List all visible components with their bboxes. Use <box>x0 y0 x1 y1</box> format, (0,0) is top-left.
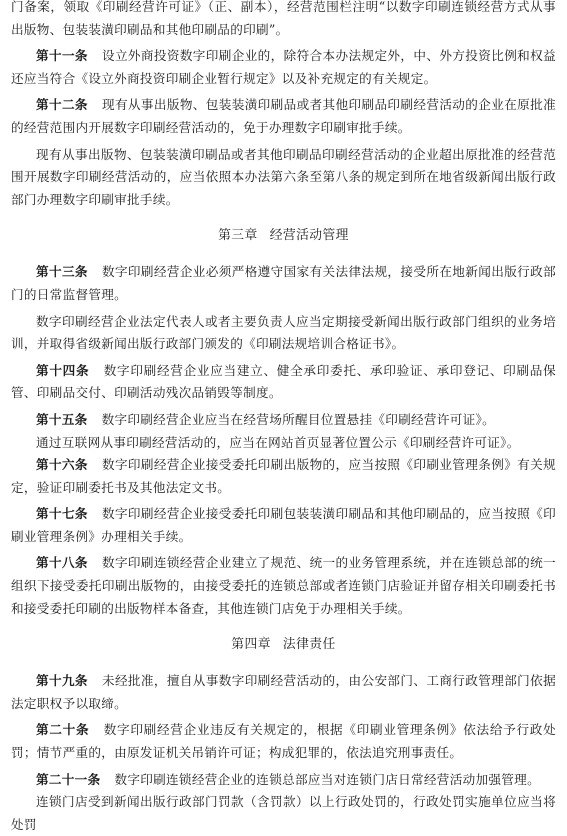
article-label: 第十九条 <box>36 673 88 689</box>
article-text: 未经批准，擅自从事数字印刷经营活动的，由公安部门、工商行政管理部门依据法定职权予以取缔。 <box>11 673 557 711</box>
article-label: 第二十一条 <box>36 771 101 787</box>
article-label: 第十七条 <box>36 506 88 522</box>
article-text: 数字印刷连锁经营企业的连锁总部应当对连锁门店日常经营活动加强管理。 <box>114 771 540 787</box>
article-text: 数字印刷连锁经营企业建立了规范、统一的业务管理系统，并在连锁总部的统一组织下接受委托印刷出版物的，由接受委托的连锁总部或者连锁门店验证并留存相关印刷委托书和接受委托印刷的出版物样本备查，其他连锁门店免于办理相关手续。 <box>11 555 557 616</box>
chapter-title: 经营活动管理 <box>269 228 349 244</box>
article-18 <box>0 552 567 620</box>
article-14 <box>0 360 567 405</box>
article-20 <box>0 719 567 764</box>
article-21 <box>0 769 567 792</box>
article-16 <box>0 454 567 499</box>
article-text: 数字印刷经营企业违反有关规定的，根据《印刷业管理条例》依法给予行政处罚；情节严重的，由原发证机关吊销许可证；构成犯罪的，依法追究刑事责任。 <box>11 722 556 761</box>
article-19 <box>0 670 567 715</box>
article-text: 数字印刷经营企业应当在经营场所醒目位置悬挂《印刷经营许可证》。 <box>101 411 495 427</box>
chapter-heading-4 <box>0 634 567 656</box>
article-11 <box>0 45 567 90</box>
article-12-continued: 现有从事出版物、包装装潢印刷品或者其他印刷品印刷经营活动的企业超出原批准的经营范围开展数字印刷经营活动的，应当依照本办法第六条至第八条的规定到所在地省级新闻出版行政部门办理数字印刷审批手续。 <box>11 146 556 207</box>
article-label: 第十三条 <box>36 264 88 280</box>
chapter-number: 第四章 <box>231 637 271 653</box>
chapter-number: 第三章 <box>218 228 258 244</box>
article-text: 设立外商投资数字印刷企业的，除符合本办法规定外，中、外方投资比例和权益还应当符合《设立外商投资印刷企业暂行规定》以及补充规定的有关规定。 <box>11 48 557 86</box>
article-label: 第十四条 <box>36 362 90 378</box>
article-label: 第十八条 <box>36 555 88 571</box>
article-label: 第十二条 <box>36 97 88 113</box>
article-text: 数字印刷经营企业必须严格遵守国家有关法律法规，接受所在地新闻出版行政部门的日常监督管理。 <box>11 264 557 302</box>
article-text: 数字印刷经营企业应当建立、健全承印委托、承印验证、承印登记、印刷品保管、印刷品交付、印刷活动残次品销毁等制度。 <box>11 362 556 401</box>
article-label: 第十六条 <box>36 457 88 473</box>
article-17 <box>0 503 567 548</box>
chapter-heading-3 <box>0 225 567 247</box>
article-13-continued: 数字印刷经营企业法定代表人或者主要负责人应当定期接受新闻出版行政部门组织的业务培训，并取得省级新闻出版行政部门颁发的《印刷法规培训合格证书》。 <box>11 313 556 352</box>
chapter-title: 法律责任 <box>282 637 336 653</box>
lead-paragraph: 门备案，领取《印刷经营许可证》（正、副本），经营范围栏注明“以数字印刷连锁经营方式从事出版物、包装装潢印刷品和其他印刷品的印刷”。 <box>11 0 556 37</box>
article-13 <box>0 261 567 306</box>
article-text: 现有从事出版物、包装装潢印刷品或者其他印刷品印刷经营活动的企业在原批准的经营范围内开展数字印刷经营活动的，免于办理数字印刷审批手续。 <box>11 97 557 135</box>
article-21-continued: 连锁门店受到新闻出版行政部门罚款（含罚款）以上行政处罚的，行政处罚实施单位应当将处罚 <box>11 794 556 832</box>
article-label: 第十五条 <box>36 411 88 427</box>
article-12 <box>0 94 567 139</box>
article-15 <box>0 409 567 432</box>
article-label: 第二十条 <box>36 722 90 738</box>
article-text: 数字印刷经营企业接受委托印刷出版物的，应当按照《印刷业管理条例》有关规定，验证印刷委托书及其他法定文书。 <box>11 457 557 495</box>
article-text: 数字印刷经营企业接受委托印刷包装装潢印刷品和其他印刷品的，应当按照《印刷业管理条例》办理相关手续。 <box>11 506 557 544</box>
article-15-continued: 通过互联网从事印刷经营活动的，应当在网站首页显著位置公示《印刷经营许可证》。 <box>36 434 520 450</box>
article-label: 第十一条 <box>36 48 88 64</box>
